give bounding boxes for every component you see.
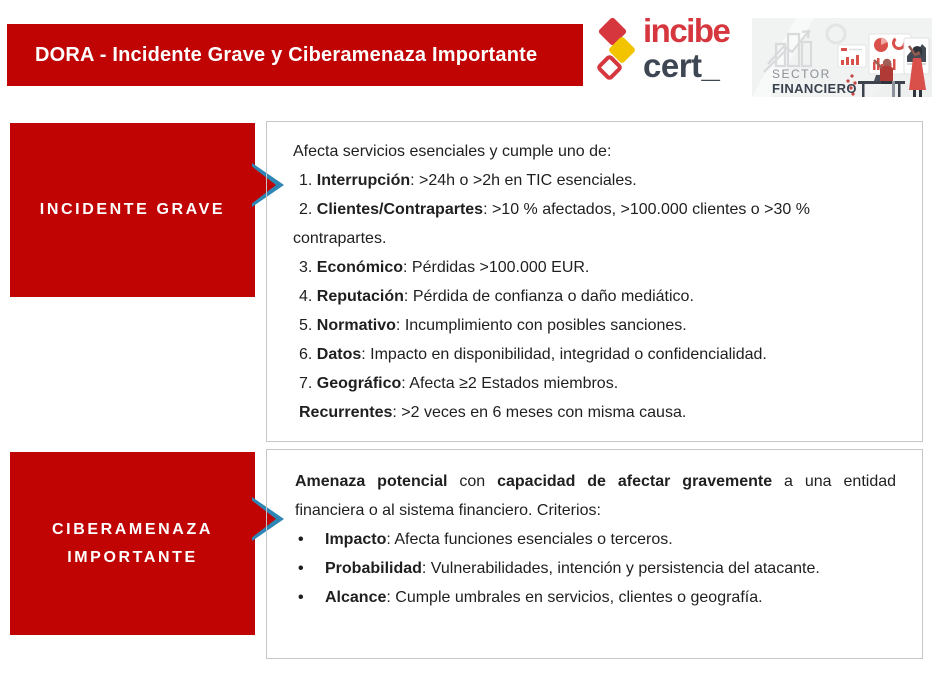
incidente-grave-criteria-list [293,166,896,398]
logo-cert-text: cert_ [643,47,720,84]
logo-incibe-text: incibe [643,12,730,49]
recurrentes-term: Recurrentes [299,404,393,421]
bullet-icon: • [298,531,304,548]
criteria-item: 2. Clientes/Contrapartes: >10 % afectados, >100.000 clientes o >30 % contrapartes. [293,201,810,247]
bullet-icon: • [298,560,304,577]
criteria-intro: Afecta servicios esenciales y cumple uno de: [293,143,612,160]
banner-financiero-label: FINANCIERO [772,80,857,96]
page-title: DORA - Incidente Grave y Ciberamenaza Importante [35,43,538,66]
threat-bullet-item: • Probabilidad: Vulnerabilidades, intención y persistencia del atacante. [295,554,896,583]
criteria-item: 3. Económico: Pérdidas >100.000 EUR. [299,259,590,276]
incibe-cert-logo [591,8,749,98]
threat-bullet-item: • Impacto: Afecta funciones esenciales o terceros. [295,525,896,554]
criteria-recurrentes [293,398,896,427]
bullet-icon: • [298,589,304,606]
threat-intro: Amenaza potencial con capacidad de afectar gravemente a una entidad financiera o al sistema financiero. Criterios: [295,473,897,519]
logo-wordmark [643,14,729,82]
incidente-grave-label-box [10,123,255,297]
ciberamenaza-importante-label-box [10,452,255,635]
incibe-diamonds-icon [591,12,643,96]
incidente-grave-criteria-box [266,121,923,442]
sector-financiero-banner [752,18,932,97]
criteria-item: 5. Normativo: Incumplimiento con posibles sanciones. [299,317,687,334]
criteria-item: 7. Geográfico: Afecta ≥2 Estados miembros. [299,375,619,392]
banner-sector-label: SECTOR [772,67,831,81]
incidente-grave-label: INCIDENTE GRAVE [39,201,226,218]
title-bar [7,24,583,86]
criteria-item: 1. Interrupción: >24h o >2h en TIC esenciales. [299,172,637,189]
ciberamenaza-importante-label: CIBERAMENAZA IMPORTANTE [52,520,213,566]
banner-wordmark [772,68,857,97]
criteria-item: 6. Datos: Impacto en disponibilidad, integridad o confidencialidad. [299,346,767,363]
threat-bullet-item: • Alcance: Cumple umbrales en servicios, clientes o geografía. [295,583,896,612]
criteria-item: 4. Reputación: Pérdida de confianza o daño mediático. [299,288,694,305]
recurrentes-desc: : >2 veces en 6 meses con misma causa. [392,404,687,421]
ciberamenaza-criteria-list [295,525,896,612]
ciberamenaza-criteria-box [266,449,923,659]
